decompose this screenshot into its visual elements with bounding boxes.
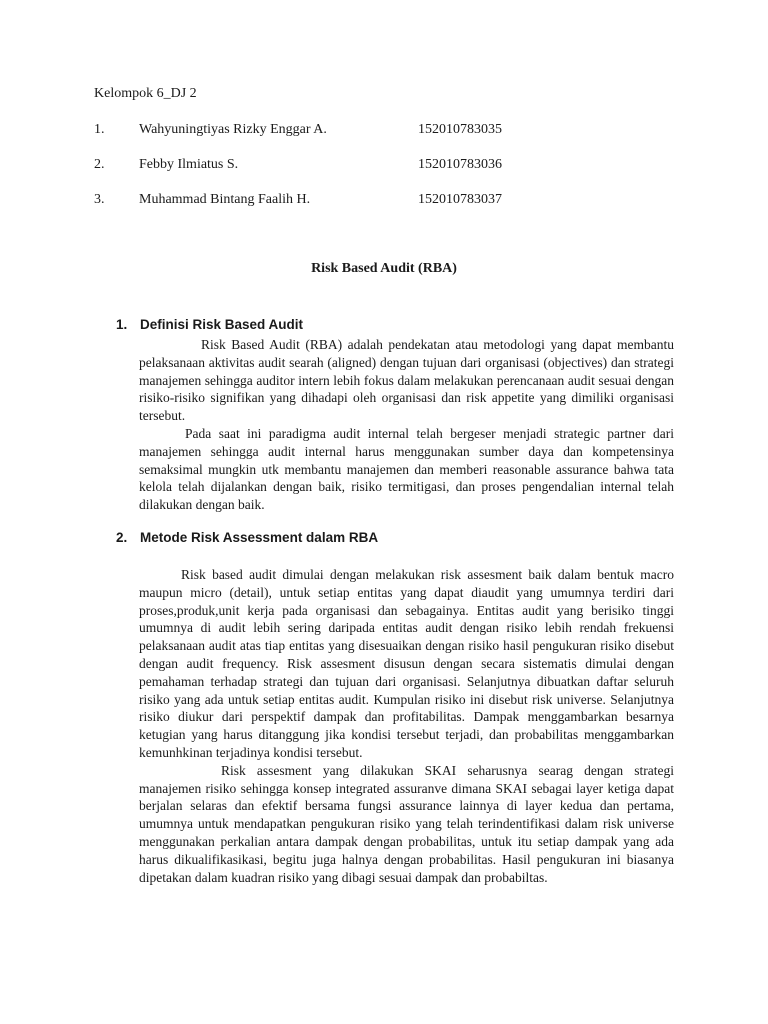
document-title: Risk Based Audit (RBA) xyxy=(311,261,457,276)
section-body xyxy=(139,336,674,514)
member-id: 152010783037 xyxy=(418,192,502,207)
paragraph: Risk Based Audit (RBA) adalah pendekatan atau metodologi yang dapat membantu pelaksanaan aktivitas audit searah (aligned) dengan tujuan dari organisasi (objectives) dan strategi manajemen sehingga auditor intern lebih fokus dalam melakukan perencanaan audit sesuai dengan risiko-risiko signifikan yang dihadapi oleh organisasi dan risk appetite yang dimiliki organisasi tersebut. xyxy=(139,337,674,424)
section-number: 1. xyxy=(116,317,128,332)
paragraph: Pada saat ini paradigma audit internal telah bergeser menjadi strategic partner dari manajemen sehingga audit internal harus menggunakan sumber daya dan kompetensinya semaksimal mungkin utk membantu manajemen dan memberi reasonable assurance bahwa tata kelola telah dijalankan dengan baik, risiko termitigasi, dan proses pengendalian internal telah dilakukan dengan baik. xyxy=(139,425,674,513)
member-name: Wahyuningtiyas Rizky Enggar A. xyxy=(139,122,327,137)
member-number: 2. xyxy=(94,157,105,172)
section-heading: Metode Risk Assessment dalam RBA xyxy=(140,530,379,545)
paragraph: Risk assesment yang dilakukan SKAI seharusnya searag dengan strategi manajemen risiko sehingga konsep integrated assuranve dimana SKAI sebagai layer ketiga dapat berjalan selaras dan efektif bersama fungsi assurance lainnya di layer kedua dan pertama, umumnya untuk mendapatkan pengukuran risiko yang telah terindentifikasi dalam risk universe menggunakan perkalian antara dampak dengan probabilitas, untuk itu setiap dampak yang ada harus dikualifikasikasi, begitu juga halnya dengan probabilitas. Hasil pengukuran ini biasanya dipetakan dalam kuadran risiko yang dibagi sesuai dampak dan probabiltas. xyxy=(139,762,674,885)
member-id: 152010783036 xyxy=(418,157,502,172)
member-number: 1. xyxy=(94,122,105,137)
member-id: 152010783035 xyxy=(418,122,502,137)
member-number: 3. xyxy=(94,192,105,207)
section-number: 2. xyxy=(116,530,128,545)
section-body xyxy=(139,566,674,886)
group-label: Kelompok 6_DJ 2 xyxy=(94,86,197,101)
member-name: Muhammad Bintang Faalih H. xyxy=(139,192,311,207)
paragraph: Risk based audit dimulai dengan melakukan risk assesment baik dalam bentuk macro maupun micro (detail), untuk setiap entitas yang dapat diaudit yang umumnya terdiri dari proses,produk,unit kerja pada organisasi dan sebagainya. Entitas audit yang berisiko tinggi umumnya di audit lebih sering daripada entitas audit dengan risiko lebih rendah frekuensi pelaksanaan audit atas tiap entitas yang disesuaikan dengan risiko hasil pengukuran risiko disebut dengan audit frequency. Risk assesment disusun dengan secara sistematis dimulai dengan pemahaman terhadap strategi dan tujuan dari organisasi. Selanjutnya dibuatkan daftar seluruh risiko yang ada untuk setiap entitas audit. Kumpulan risiko ini disebut risk universe. Selanjutnya risiko diukur dari perspektif dampak dan profitabilitas. Dampak menggambarkan besarnya ketugian yang harus ditanggung jika kondisi tersebut terjadi, dan probabilitas menggambarkan kemunhkinan terjadinya kondisi tersebut. xyxy=(139,567,674,760)
member-name: Febby Ilmiatus S. xyxy=(139,157,239,172)
section-heading: Definisi Risk Based Audit xyxy=(140,317,304,332)
